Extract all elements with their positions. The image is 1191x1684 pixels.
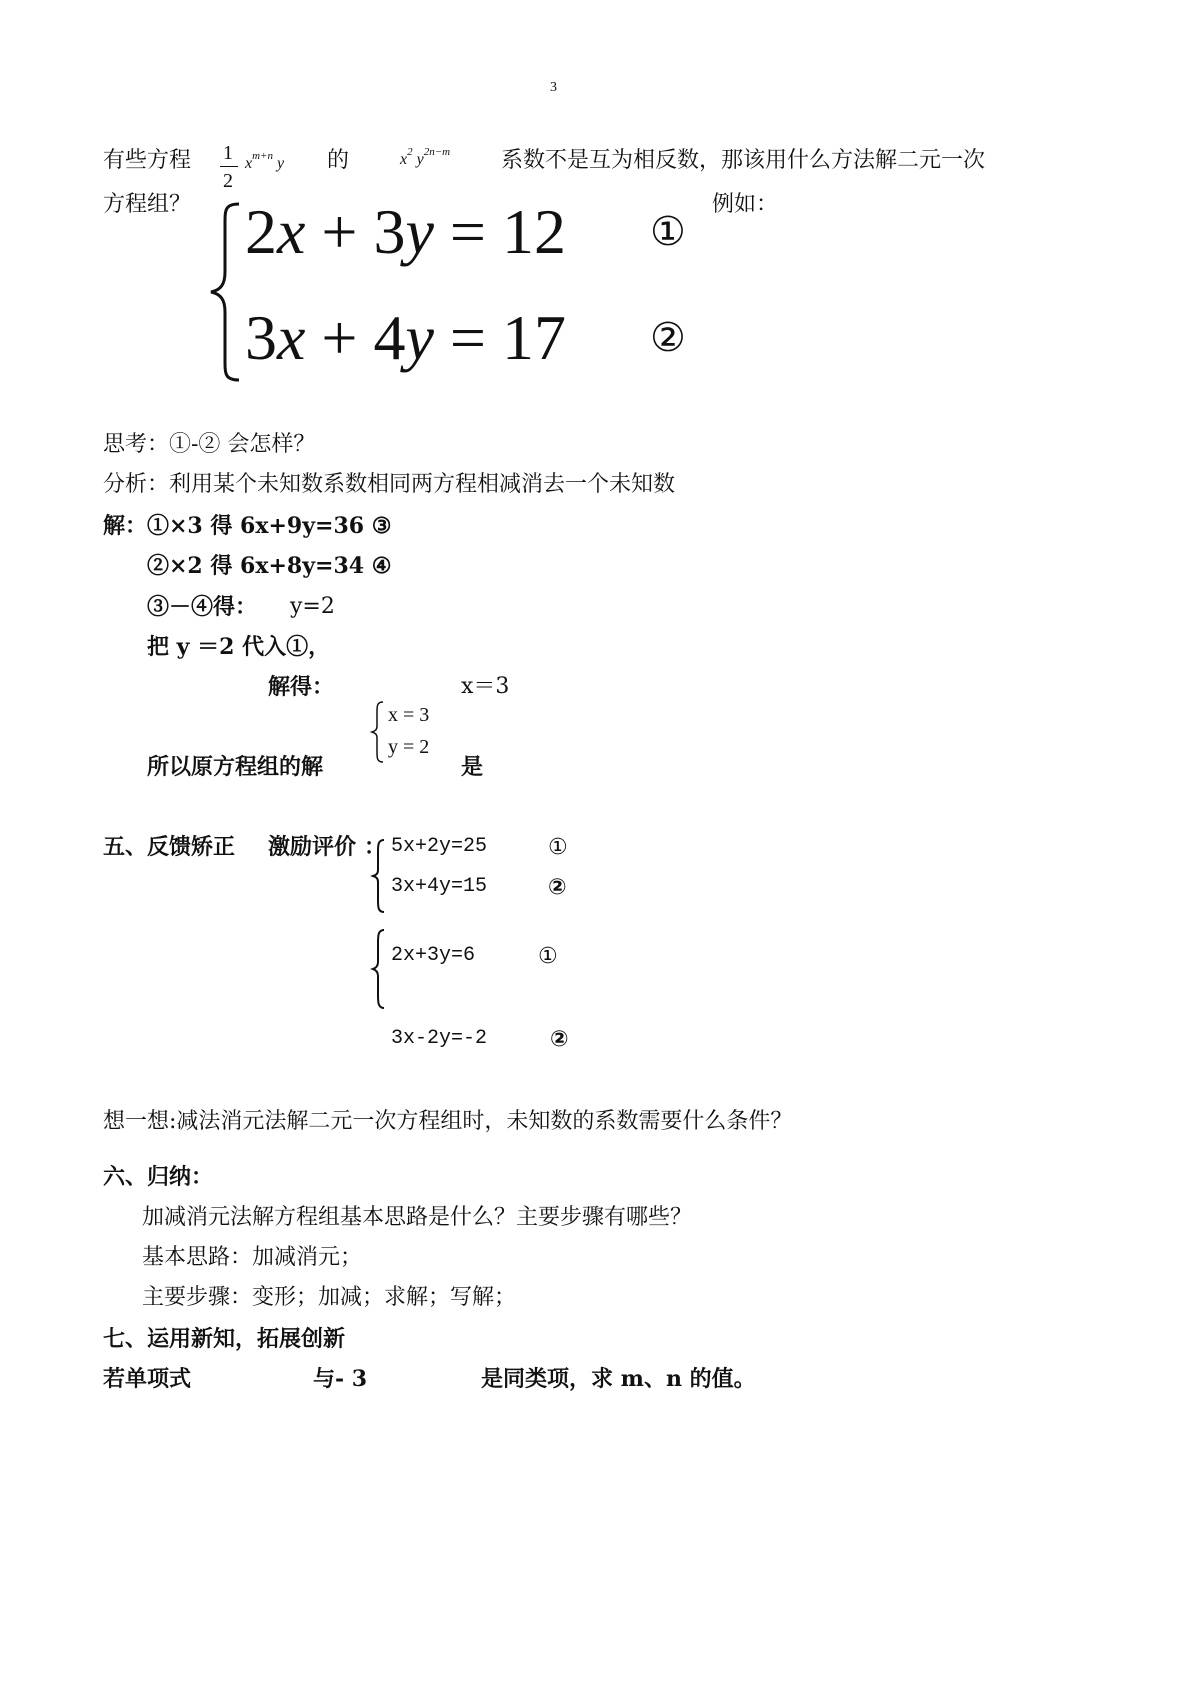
solution-result-value: x＝3 [461,674,510,699]
solution-brace [369,700,387,764]
main-equation-2 [245,302,566,373]
section6-question: 加减消元法解方程组基本思路是什么？主要步骤有哪些？ [142,1205,693,1230]
intro-text-part2: 系数不是互为相反数，那该用什么方法解二元一次 [501,148,986,173]
fraction-bar [220,166,238,167]
monomial-2 [400,146,450,169]
exercise1-eq2: 3x+4y=15 [391,875,488,898]
section7-part2: 与- 3 [313,1366,368,1392]
solution-label: 解： [103,513,148,539]
eq2-coef-x: 3 [245,302,277,373]
eq1-equals: = [449,196,486,267]
intro-de: 的 [327,148,350,173]
intro-line2: 方程组？ [103,192,192,217]
exercise2-brace [370,928,388,1010]
monomial-2-exponent-x: 2 [407,146,413,158]
solution-system-y: y = 2 [388,736,430,758]
monomial-2-exponent-y: 2n−m [423,146,451,158]
eq2-equals: = [449,302,486,373]
solution-step-3-value: y=2 [290,594,335,619]
eq1-var-x: x [277,196,306,267]
solution-step-3-label: ③－④得： [147,594,258,620]
exercise1-brace [370,838,388,914]
section6-idea: 基本思路：加减消元； [142,1245,363,1270]
page-number: 3 [550,80,557,95]
exercise1-eq1: 5x+2y=25 [391,835,488,858]
intro-text-part1: 有些方程 [103,148,192,173]
eq2-var-x: x [277,302,306,373]
solution-step-2: ②×2 得 6x+8y=34 ④ [147,553,392,579]
exercise2-mark2: ② [550,1027,569,1052]
solution-final-suffix: 是 [461,754,484,780]
section7-title: 七、运用新知，拓展创新 [103,1326,346,1352]
eq2-mark: ② [650,315,686,361]
exercise2-mark1: ① [538,944,558,969]
main-equation-1 [245,196,566,267]
section5-colon: ： [364,834,387,860]
section7-part3: 是同类项，求 m、n 的值。 [481,1366,756,1392]
section6-title: 六、归纳： [103,1164,214,1190]
exercise2-eq1: 2x+3y=6 [391,944,476,967]
exercise1-mark2: ② [548,875,567,900]
solution-final-label: 所以原方程组的解 [147,754,324,780]
section6-steps: 主要步骤：变形；加减；求解；写解； [142,1285,517,1310]
section7-part1: 若单项式 [103,1366,192,1392]
analysis-text: 分析：利用某个未知数系数相同两方程相减消去一个未知数 [103,472,676,497]
section5-subtitle: 激励评价 [268,834,357,860]
monomial-2-var-y: y [416,151,424,168]
system-brace-main [205,200,245,385]
fraction-numerator: 1 [223,142,233,164]
exercise1-mark1: ① [548,835,568,860]
fraction-one-half [220,142,240,192]
fraction-denominator: 2 [223,170,233,192]
monomial-1-exponent: m+n [252,150,273,162]
section5-title: 五、反馈矫正 [103,834,236,860]
monomial-1-var-y: y [276,155,285,172]
solution-step-1: ①×3 得 6x+9y=36 ③ [147,513,392,539]
solution-result-label: 解得： [268,674,335,700]
monomial-1 [245,150,284,173]
eq2-var-y: y [405,302,434,373]
eq1-plus: + [321,196,358,267]
monomial-1-var-x: x [245,155,253,172]
eq1-var-y: y [405,196,434,267]
exercise2-eq2: 3x-2y=-2 [391,1027,488,1050]
ponder-question: 想一想:减法消元法解二元一次方程组时，未知数的系数需要什么条件？ [103,1109,793,1134]
example-label: 例如： [712,192,779,217]
monomial-2-var-x: x [400,151,408,168]
eq1-mark: ① [650,209,686,255]
think-question: 思考：①-② 会怎样？ [103,432,316,457]
solution-system-x: x = 3 [388,704,430,726]
eq2-coef-y: 4 [373,302,406,373]
eq2-plus: + [321,302,358,373]
eq2-rhs: 17 [502,302,566,373]
eq1-coef-y: 3 [373,196,406,267]
eq1-coef-x: 2 [245,196,277,267]
solution-step-4: 把 y ＝2 代入①， [147,634,331,660]
eq1-rhs: 12 [502,196,566,267]
